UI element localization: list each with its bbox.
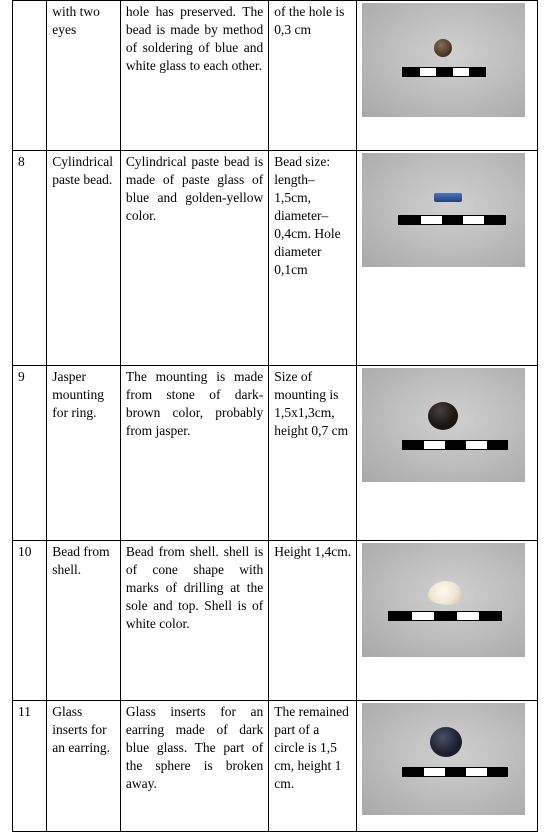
object-description: Bead from shell. shell is of cone shape with marks of drilling at the sole and top. Shell is of white color. [120, 541, 268, 701]
table-row [13, 366, 538, 541]
row-number: 11 [13, 701, 47, 832]
photo-cell [357, 701, 538, 832]
object-description: hole has preserved. The bead is made by method of soldering of blue and white glass to each other. [120, 1, 268, 151]
object-name: Bead from shell. [47, 541, 121, 701]
photo-cell [357, 366, 538, 541]
row-number: 10 [13, 541, 47, 701]
artifact-object [428, 581, 462, 605]
object-description: The mounting is made from stone of dark-brown color, probably from jasper. [120, 366, 268, 541]
row-number [13, 1, 47, 151]
photo-scale-bar [388, 611, 502, 621]
object-size: Size of mounting is 1,5x1,3cm, height 0,7 cm [269, 366, 357, 541]
object-name: Jasper mounting for ring. [47, 366, 121, 541]
photo-scale-bar [402, 767, 508, 777]
row-number: 8 [13, 151, 47, 366]
artifact-object [434, 39, 452, 57]
artifact-photo [362, 368, 525, 482]
artifact-photo [362, 153, 525, 267]
artifact-photo [362, 703, 525, 815]
table-row [13, 701, 538, 832]
object-description: Cylindrical paste bead is made of paste glass of blue and golden-yellow color. [120, 151, 268, 366]
table-row [13, 1, 538, 151]
photo-cell [357, 1, 538, 151]
artifact-object [430, 727, 462, 757]
artifact-object [428, 402, 458, 430]
photo-scale-bar [402, 67, 486, 77]
photo-cell [357, 541, 538, 701]
table-row [13, 541, 538, 701]
object-size: The remained part of a circle is 1,5 cm, height 1 cm. [269, 701, 357, 832]
object-description: Glass inserts for an earring made of dark blue glass. The part of the sphere is broken away. [120, 701, 268, 832]
table-row [13, 151, 538, 366]
object-size: of the hole is 0,3 cm [269, 1, 357, 151]
artifact-photo [362, 3, 525, 117]
object-size: Height 1,4cm. [269, 541, 357, 701]
photo-scale-bar [398, 215, 506, 225]
object-name: with two eyes [47, 1, 121, 151]
object-name: Cylindrical paste bead. [47, 151, 121, 366]
row-number: 9 [13, 366, 47, 541]
object-size: Bead size: length– 1,5cm, diameter– 0,4cm. Hole diameter 0,1cm [269, 151, 357, 366]
artifact-photo [362, 543, 525, 657]
artifact-object [434, 193, 462, 202]
object-name: Glass inserts for an earring. [47, 701, 121, 832]
artifact-catalog-table [12, 0, 538, 832]
photo-scale-bar [402, 440, 508, 450]
photo-cell [357, 151, 538, 366]
